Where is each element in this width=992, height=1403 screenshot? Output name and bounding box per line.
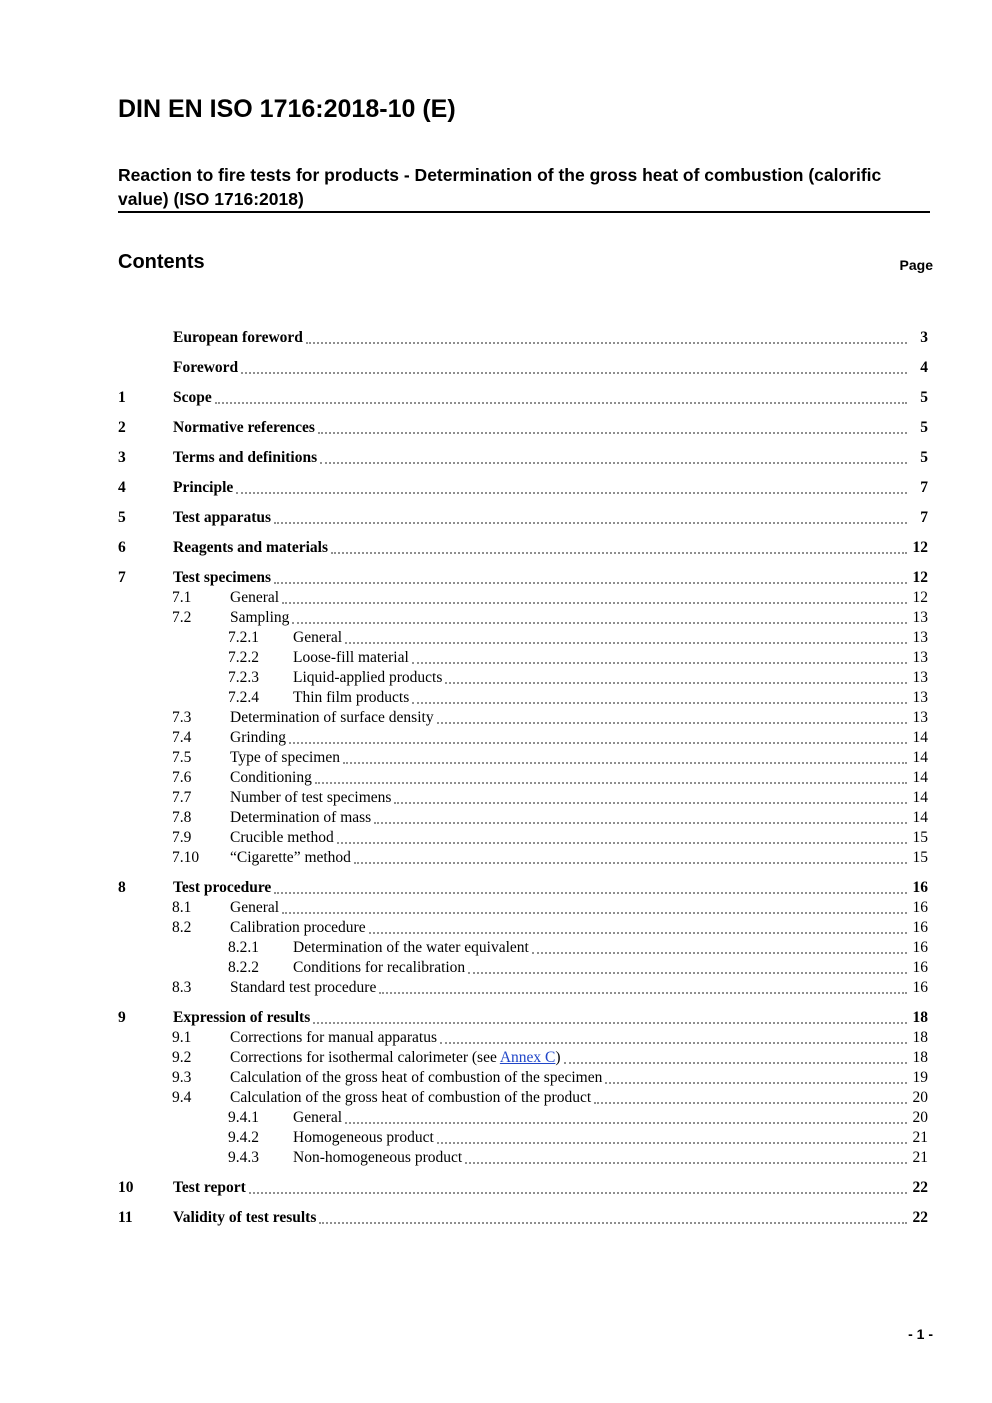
toc-entry-number: 7.1: [172, 589, 192, 606]
toc-entry-number: 7.2.2: [228, 649, 259, 666]
toc-entry-page: 21: [912, 1129, 928, 1146]
dot-leader: [274, 582, 907, 584]
toc-entry-title: Determination of surface density: [230, 709, 434, 726]
toc-entry[interactable]: [118, 1108, 928, 1128]
annex-c-link[interactable]: Annex C: [499, 1049, 556, 1066]
toc-entry[interactable]: [118, 978, 928, 998]
dot-leader: [345, 642, 907, 644]
toc-entry-page: 14: [912, 789, 928, 806]
dot-leader: [313, 1022, 907, 1024]
toc-entry[interactable]: [118, 918, 928, 938]
toc-entry-page: 13: [912, 709, 928, 726]
dot-leader: [241, 372, 907, 374]
dot-leader: [445, 682, 907, 684]
toc-entry[interactable]: [118, 418, 928, 438]
toc-entry[interactable]: [118, 728, 928, 748]
dot-leader: [468, 972, 907, 974]
toc-entry-title: Expression of results: [173, 1009, 311, 1026]
toc-entry-number: 8.3: [172, 979, 192, 996]
toc-entry-page: 14: [912, 809, 928, 826]
dot-leader: [412, 702, 907, 704]
toc-entry[interactable]: [118, 1088, 928, 1108]
toc-entry-number: 5: [118, 509, 126, 526]
toc-entry-page: 12: [912, 539, 928, 556]
dot-leader: [289, 742, 907, 744]
toc-entry-title: Standard test procedure: [230, 979, 377, 996]
toc-entry-title: Normative references: [173, 419, 315, 436]
toc-entry-title: Terms and definitions: [173, 449, 318, 466]
toc-entry-title: Thin film products: [293, 689, 410, 706]
toc-entry-number: 9.2: [172, 1049, 192, 1066]
toc-list: [118, 318, 928, 1228]
toc-entry-page: 22: [912, 1179, 928, 1196]
dot-leader: [274, 892, 907, 894]
toc-entry-title: Number of test specimens: [230, 789, 392, 806]
toc-entry-title: Crucible method: [230, 829, 334, 846]
toc-entry-number: 9.4.3: [228, 1149, 259, 1166]
toc-entry[interactable]: [118, 668, 928, 688]
toc-entry-title: Type of specimen: [230, 749, 340, 766]
toc-entry-page: 15: [912, 849, 928, 866]
toc-entry[interactable]: [118, 448, 928, 468]
toc-entry-title: Reagents and materials: [173, 539, 328, 556]
toc-entry-number: 9.1: [172, 1029, 192, 1046]
dot-leader: [532, 952, 907, 954]
toc-entry[interactable]: [118, 478, 928, 498]
toc-entry-number: 8.2.1: [228, 939, 259, 956]
toc-entry-number: 4: [118, 479, 126, 496]
toc-entry-title: General: [293, 1109, 343, 1126]
toc-entry-title: Corrections for manual apparatus: [230, 1029, 438, 1046]
toc-entry-number: 10: [118, 1179, 134, 1196]
toc-entry[interactable]: [118, 1048, 928, 1068]
dot-leader: [369, 932, 907, 934]
toc-entry[interactable]: [118, 328, 928, 348]
dot-leader: [236, 492, 907, 494]
toc-entry-title: Homogeneous product: [293, 1129, 434, 1146]
toc-entry-page: 5: [920, 449, 928, 466]
toc-entry-title: General: [293, 629, 343, 646]
toc-entry-page: 12: [912, 569, 928, 586]
toc-entry-title: Foreword: [173, 359, 239, 376]
subtitle-rule: [118, 211, 930, 213]
toc-entry-title: Determination of the water equivalent: [293, 939, 529, 956]
toc-entry[interactable]: [118, 648, 928, 668]
toc-entry-number: 11: [118, 1209, 133, 1226]
toc-entry[interactable]: [118, 808, 928, 828]
toc-entry-number: 3: [118, 449, 126, 466]
toc-entry-page: 20: [912, 1089, 928, 1106]
toc-entry-number: 1: [118, 389, 126, 406]
dot-leader: [319, 1222, 907, 1224]
toc-entry-number: 7.5: [172, 749, 192, 766]
toc-entry-page: 15: [912, 829, 928, 846]
dot-leader: [292, 622, 907, 624]
toc-entry-page: 22: [912, 1209, 928, 1226]
toc-entry-page: 5: [920, 419, 928, 436]
toc-entry-page: 18: [912, 1009, 928, 1026]
toc-entry[interactable]: [118, 1128, 928, 1148]
toc-entry-page: 16: [912, 899, 928, 916]
dot-leader: [320, 462, 907, 464]
toc-entry-title: European foreword: [173, 329, 303, 346]
toc-entry-number: 9.3: [172, 1069, 192, 1086]
toc-entry-number: 8.2: [172, 919, 192, 936]
contents-header: [118, 251, 933, 274]
toc-entry[interactable]: [118, 898, 928, 918]
dot-leader: [345, 1122, 907, 1124]
dot-leader: [318, 432, 907, 434]
toc-entry-title: Determination of mass: [230, 809, 372, 826]
toc-entry-title: Conditions for recalibration: [293, 959, 466, 976]
toc-entry-page: 16: [912, 979, 928, 996]
toc-entry[interactable]: [118, 608, 928, 628]
dot-leader: [379, 992, 907, 994]
toc-entry[interactable]: [118, 1178, 928, 1198]
toc-entry[interactable]: [118, 1068, 928, 1088]
toc-entry[interactable]: [118, 768, 928, 788]
toc-entry-title: Sampling: [230, 609, 290, 626]
dot-leader: [337, 842, 907, 844]
page-title: DIN EN ISO 1716:2018-10 (E): [118, 95, 456, 123]
contents-heading: Contents: [118, 251, 205, 273]
toc-entry-page: 13: [912, 669, 928, 686]
toc-entry-number: 7.9: [172, 829, 192, 846]
toc-entry-page: 12: [912, 589, 928, 606]
toc-entry[interactable]: [118, 388, 928, 408]
toc-entry-number: 7: [118, 569, 126, 586]
toc-entry[interactable]: [118, 848, 928, 868]
toc-entry-page: 21: [912, 1149, 928, 1166]
dot-leader: [394, 802, 907, 804]
toc-entry-number: 7.2.4: [228, 689, 259, 706]
dot-leader: [282, 602, 907, 604]
toc-entry-page: 4: [920, 359, 928, 376]
dot-leader: [437, 722, 907, 724]
toc-entry-page: 14: [912, 769, 928, 786]
toc-entry[interactable]: [118, 938, 928, 958]
dot-leader: [564, 1062, 907, 1064]
toc-entry[interactable]: [118, 708, 928, 728]
toc-entry-number: 2: [118, 419, 126, 436]
dot-leader: [354, 862, 907, 864]
dot-leader: [331, 552, 907, 554]
toc-entry-number: 9: [118, 1009, 126, 1026]
dot-leader: [605, 1082, 907, 1084]
document-subtitle: Reaction to fire tests for products - Determination of the gross heat of combustion (calorific value) (ISO 1716:2018): [118, 165, 882, 209]
toc-entry[interactable]: [118, 538, 928, 558]
toc-entry-number: 7.2.1: [228, 629, 259, 646]
toc-entry[interactable]: [118, 628, 928, 648]
dot-leader: [315, 782, 907, 784]
toc-entry[interactable]: [118, 688, 928, 708]
dot-leader: [249, 1192, 907, 1194]
toc-entry[interactable]: [118, 1148, 928, 1168]
toc-entry-number: 7.2.3: [228, 669, 259, 686]
dot-leader: [306, 342, 907, 344]
toc-entry-number: 8.2.2: [228, 959, 259, 976]
dot-leader: [282, 912, 907, 914]
toc-entry-page: 18: [912, 1049, 928, 1066]
toc-entry-number: 7.6: [172, 769, 192, 786]
toc-entry-page: 3: [920, 329, 928, 346]
toc-entry-page: 16: [912, 919, 928, 936]
dot-leader: [440, 1042, 907, 1044]
toc-entry-page: 7: [920, 509, 928, 526]
toc-entry-page: 14: [912, 729, 928, 746]
toc-entry-number: 8: [118, 879, 126, 896]
dot-leader: [412, 662, 907, 664]
toc-entry-title: Calculation of the gross heat of combustion of the product: [230, 1089, 592, 1106]
toc-entry-title: Test apparatus: [173, 509, 272, 526]
toc-entry-page: 13: [912, 629, 928, 646]
toc-entry-title: General: [230, 899, 280, 916]
toc-entry[interactable]: [118, 1008, 928, 1028]
toc-entry-number: 8.1: [172, 899, 192, 916]
toc-entry-title: Calibration procedure: [230, 919, 366, 936]
toc-entry-title: Test report: [173, 1179, 246, 1196]
toc-entry-number: 7.4: [172, 729, 192, 746]
toc-entry[interactable]: [118, 878, 928, 898]
footer-page-number: - 1 -: [908, 1326, 933, 1342]
toc-entry-page: 19: [912, 1069, 928, 1086]
toc-entry-number: 6: [118, 539, 126, 556]
toc-entry-number: 9.4.2: [228, 1129, 259, 1146]
toc-entry[interactable]: [118, 788, 928, 808]
toc-entry[interactable]: [118, 1028, 928, 1048]
toc-entry-title: Principle: [173, 479, 234, 496]
toc-entry-title: Test procedure: [173, 879, 272, 896]
toc-entry-number: 9.4.1: [228, 1109, 259, 1126]
toc-entry-page: 13: [912, 649, 928, 666]
dot-leader: [374, 822, 907, 824]
toc-entry-page: 18: [912, 1029, 928, 1046]
toc-entry-page: 20: [912, 1109, 928, 1126]
toc-entry[interactable]: [118, 958, 928, 978]
toc-entry[interactable]: [118, 1208, 928, 1228]
dot-leader: [594, 1102, 907, 1104]
toc-entry-number: 7.2: [172, 609, 192, 626]
toc-entry-page: 5: [920, 389, 928, 406]
toc-entry[interactable]: [118, 588, 928, 608]
dot-leader: [437, 1142, 907, 1144]
toc-entry[interactable]: [118, 828, 928, 848]
toc-entry-page: 7: [920, 479, 928, 496]
toc-entry-page: 16: [912, 939, 928, 956]
toc-entry-page: 16: [912, 879, 928, 896]
toc-entry-title: Scope: [173, 389, 212, 406]
toc-entry-title: Corrections for isothermal calorimeter (see Annex C): [230, 1049, 561, 1066]
toc-entry-page: 16: [912, 959, 928, 976]
toc-entry-number: 9.4: [172, 1089, 192, 1106]
dot-leader: [215, 402, 907, 404]
page-column-label: Page: [899, 257, 933, 273]
dot-leader: [343, 762, 907, 764]
toc-entry-number: 7.3: [172, 709, 192, 726]
toc-entry-number: 7.10: [172, 849, 200, 866]
toc-entry[interactable]: [118, 568, 928, 588]
toc-entry-title: Conditioning: [230, 769, 312, 786]
toc-entry-title: “Cigarette” method: [230, 849, 351, 866]
toc-entry[interactable]: [118, 508, 928, 528]
toc-entry-title: Calculation of the gross heat of combustion of the specimen: [230, 1069, 603, 1086]
toc-entry-title: Non-homogeneous product: [293, 1149, 463, 1166]
toc-entry-page: 13: [912, 689, 928, 706]
toc-entry-title: Grinding: [230, 729, 286, 746]
dot-leader: [274, 522, 907, 524]
toc-entry[interactable]: [118, 748, 928, 768]
toc-entry-title: Liquid-applied products: [293, 669, 443, 686]
toc-entry-title: Loose-fill material: [293, 649, 409, 666]
toc-entry-title: Test specimens: [173, 569, 272, 586]
toc-entry-title: General: [230, 589, 280, 606]
toc-entry-number: 7.7: [172, 789, 192, 806]
toc-entry-page: 14: [912, 749, 928, 766]
toc-entry-number: 7.8: [172, 809, 192, 826]
toc-entry-page: 13: [912, 609, 928, 626]
toc-entry[interactable]: [118, 358, 928, 378]
toc-entry-title: Validity of test results: [173, 1209, 317, 1226]
dot-leader: [465, 1162, 907, 1164]
